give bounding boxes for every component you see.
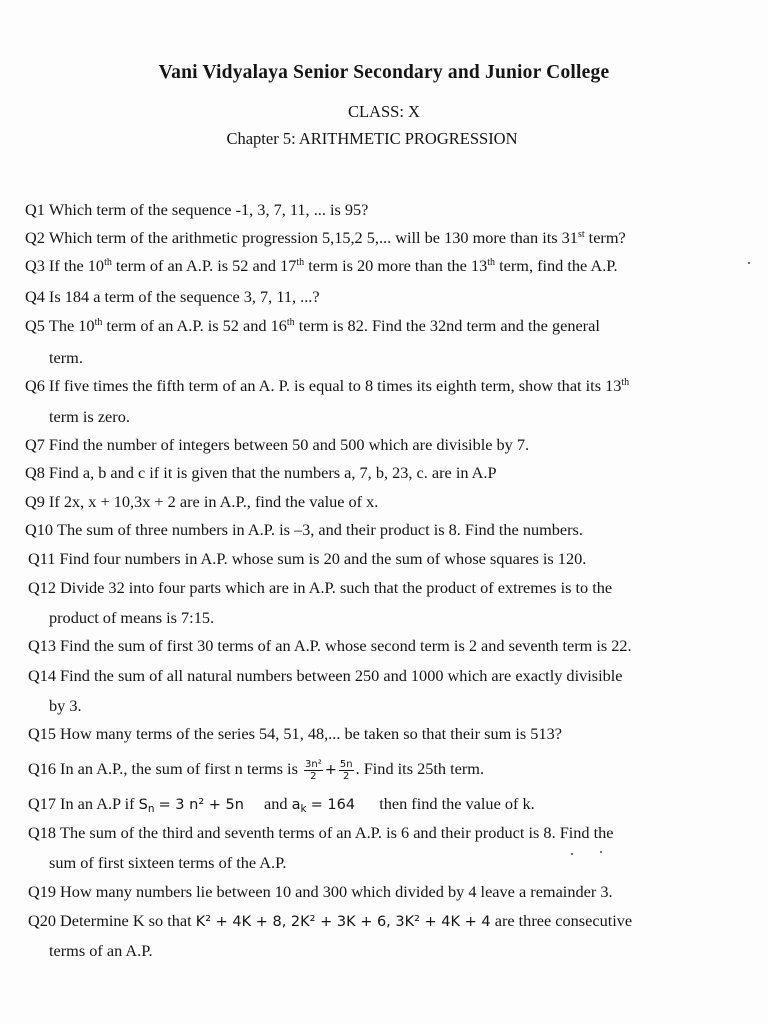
ordinal-suffix: th (104, 257, 112, 268)
question-text: Find the sum of first 30 terms of an A.P. whose second term is 2 and seventh term is 22. (60, 636, 632, 655)
question-number: Q10 (25, 520, 54, 539)
question-number: Q2 (25, 228, 45, 247)
question-12 (28, 578, 612, 598)
question-2 (25, 228, 626, 248)
question-number: Q11 (28, 549, 56, 568)
k-expressions: K² + 4K + 8, 2K² + 3K + 6, 3K² + 4K + 4 (195, 914, 491, 930)
question-text: term is 82. Find the 32nd term and the general (294, 316, 600, 335)
question-number: Q5 (25, 316, 45, 335)
question-text: Which term of the arithmetic progression 5,15,2 5,... will be 130 more than its 31 (48, 228, 578, 247)
question-text: term is 20 more than the 13 (304, 256, 488, 275)
question-text: If the 10 (48, 256, 105, 275)
fraction-numerator: 3n² (305, 759, 322, 770)
fraction-3n2-over-2 (304, 759, 323, 782)
question-text: How many numbers lie between 10 and 300 which divided by 4 leave a remainder 3. (60, 882, 613, 901)
question-3 (25, 256, 618, 276)
ordinal-suffix: th (621, 377, 630, 388)
fraction-numerator: 5n (339, 759, 353, 770)
question-6-continuation: term is zero. (49, 407, 130, 426)
question-7 (25, 435, 529, 455)
sum-symbol: $S_n$ (138, 797, 155, 815)
question-10 (25, 520, 583, 540)
question-text: term of an A.P. is 52 and 16 (102, 316, 287, 335)
term-value: = 164 (310, 797, 356, 813)
class-label: CLASS: X (348, 102, 420, 121)
question-20-continuation: terms of an A.P. (49, 941, 153, 960)
question-20 (28, 911, 632, 932)
question-number: Q19 (28, 882, 57, 901)
question-text: The sum of three numbers in A.P. is –3, and their product is 8. Find the numbers. (57, 520, 583, 539)
question-6 (25, 376, 629, 396)
question-number: Q8 (25, 463, 45, 482)
question-5 (25, 316, 600, 336)
question-4 (25, 287, 320, 307)
question-text: Find four numbers in A.P. whose sum is 20 and the sum of whose squares is 120. (59, 549, 587, 568)
question-text: How many terms of the series 54, 51, 48,... be taken so that their sum is 513? (60, 724, 562, 743)
question-text: Find the sum of all natural numbers between 250 and 1000 which are exactly divisible (60, 666, 623, 685)
question-number: Q1 (25, 200, 45, 219)
question-number: Q16 (28, 759, 57, 779)
question-14-continuation: by 3. (49, 696, 82, 715)
scan-speck (600, 851, 602, 853)
fraction-5n-over-2 (339, 759, 354, 782)
question-text: Find the number of integers between 50 and 500 which are divisible by 7. (48, 435, 530, 454)
question-number: Q15 (28, 724, 57, 743)
question-text: Is 184 a term of the sequence 3, 7, 11, ...? (48, 287, 320, 306)
scan-speck (571, 853, 573, 855)
question-number: Q6 (25, 376, 45, 395)
question-text: Find a, b and c if it is given that the numbers a, 7, b, 23, c. are in A.P (48, 463, 497, 482)
question-text: Which term of the sequence -1, 3, 7, 11, ... is 95? (48, 200, 369, 219)
question-text: . Find its 25th term. (355, 759, 485, 779)
question-number: Q14 (28, 666, 57, 685)
scan-speck (748, 262, 750, 264)
question-text: If five times the fifth term of an A. P. is equal to 8 times its eighth term, show that its 13 (48, 376, 622, 395)
question-number: Q20 (28, 911, 57, 930)
question-number: Q4 (25, 287, 45, 306)
question-text: The 10 (48, 316, 95, 335)
question-text: term of an A.P. is 52 and 17 (111, 256, 297, 275)
ordinal-suffix: th (94, 317, 103, 328)
question-5-continuation: term. (49, 348, 83, 367)
ordinal-suffix: th (286, 317, 295, 328)
plus-sign: + (324, 762, 337, 779)
question-text: are three consecutive (494, 911, 633, 930)
ordinal-suffix: st (577, 229, 585, 240)
question-text: In an A.P., the sum of first n terms is (60, 759, 298, 779)
term-symbol: $a_k$ (291, 797, 307, 815)
question-11 (28, 549, 586, 569)
question-text: Determine K so that (60, 911, 192, 930)
conjunction-and: and (264, 794, 288, 813)
question-9 (25, 492, 378, 512)
ordinal-suffix: th (487, 257, 496, 268)
question-number: Q7 (25, 435, 45, 454)
question-12-continuation: product of means is 7:15. (49, 608, 215, 627)
question-text: Divide 32 into four parts which are in A.P. such that the product of extremes is to the (60, 578, 613, 597)
question-text: term? (584, 228, 626, 247)
question-18 (28, 823, 614, 843)
question-1 (25, 200, 368, 220)
question-19 (28, 882, 613, 902)
question-number: Q9 (25, 492, 45, 511)
question-number: Q17 (28, 794, 57, 813)
question-8 (25, 463, 497, 483)
question-text: then find the value of k. (379, 794, 535, 813)
question-text: term, find the A.P. (495, 256, 618, 275)
question-text: In an A.P if (60, 794, 135, 813)
question-text: If 2x, x + 10,3x + 2 are in A.P., find the value of x. (48, 492, 379, 511)
question-number: Q12 (28, 578, 57, 597)
question-text: The sum of the third and seventh terms of an A.P. is 6 and their product is 8. Find the (60, 823, 614, 842)
sum-formula: = 3 n² + 5n (158, 797, 244, 813)
question-14 (28, 666, 623, 686)
fraction-denominator: 2 (310, 771, 317, 782)
ordinal-suffix: th (296, 257, 305, 268)
question-number: Q18 (28, 823, 57, 842)
fraction-denominator: 2 (343, 771, 350, 782)
question-17 (28, 794, 535, 815)
question-18-continuation: sum of first sixteen terms of the A.P. (49, 853, 287, 872)
question-number: Q13 (28, 636, 57, 655)
question-number: Q3 (25, 256, 45, 275)
school-name: Vani Vidyalaya Senior Secondary and Junior College (158, 62, 610, 83)
chapter-title: Chapter 5: ARITHMETIC PROGRESSION (226, 129, 518, 148)
question-15 (28, 724, 562, 744)
question-16 (28, 759, 484, 782)
question-13 (28, 636, 632, 656)
